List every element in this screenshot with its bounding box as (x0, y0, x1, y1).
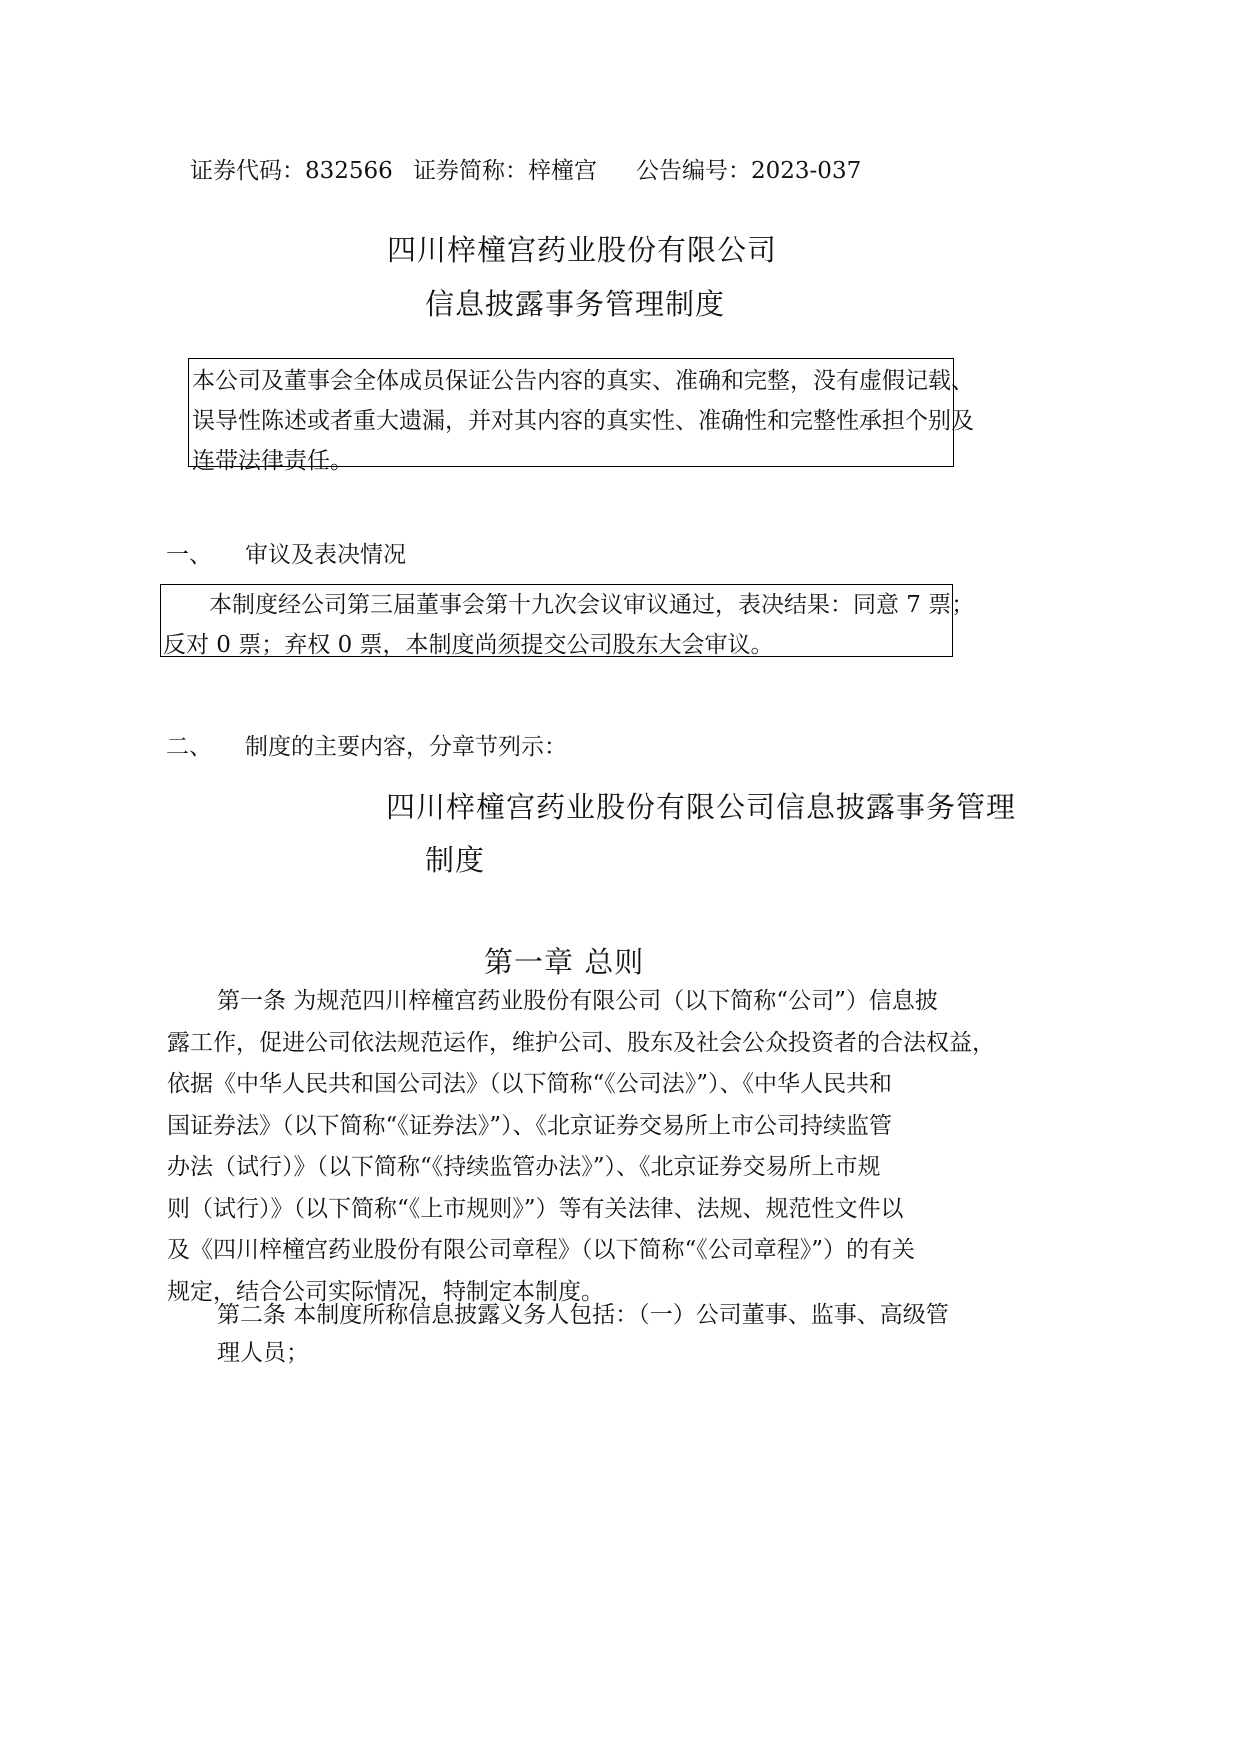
article-1 (167, 981, 995, 1313)
article-line: 规定，结合公司实际情况，特制定本制度。 (167, 1278, 604, 1305)
section-2-title: 制度的主要内容，分章节列示： (245, 734, 567, 760)
chapter-title: 第一章 总则 (484, 945, 645, 979)
section-2-number: 二、 (166, 734, 212, 760)
company-title: 四川梓橦宫药业股份有限公司 (387, 233, 778, 267)
article-line: 依据《中华人民共和国公司法》（以下简称“《公司法》”）、《中华人民共和 (167, 1071, 893, 1097)
article-line: 及《四川梓橦宫药业股份有限公司章程》（以下简称“《公司章程》”）的有关 (167, 1237, 916, 1263)
article-line: 则（试行）》（以下简称“《上市规则》”）等有关法律、法规、规范性文件以 (167, 1195, 904, 1222)
document-title: 信息披露事务管理制度 (425, 287, 726, 321)
resolution-box (160, 584, 975, 658)
article-line: 理人员； (217, 1340, 309, 1366)
resolution-line: 本制度经公司第三届董事会第十九次会议审议通过，表决结果：同意 7 票； (209, 592, 975, 618)
article-line: 第二条 本制度所称信息披露义务人包括：（一）公司董事、监事、高级管 (217, 1302, 949, 1328)
disclaimer-line: 连带法律责任。 (192, 448, 353, 474)
disclaimer-line: 误导性陈述或者重大遗漏，并对其内容的真实性、准确性和完整性承担个别及 (192, 408, 974, 434)
article-line: 国证券法》（以下简称“《证券法》”）、《北京证券交易所上市公司持续监管 (167, 1112, 893, 1139)
article-2 (217, 1296, 949, 1372)
section-1-title: 审议及表决情况 (245, 542, 406, 568)
disclaimer-box (188, 358, 974, 474)
regulation-title: 四川梓橦宫药业股份有限公司信息披露事务管理 (386, 790, 1017, 824)
article-line: 露工作，促进公司依法规范运作，维护公司、股东及社会公众投资者的合法权益， (167, 1029, 995, 1056)
section-1-number: 一、 (166, 542, 212, 568)
security-short-name: 证券简称：梓橦宫 (413, 158, 597, 184)
article-line: 办法（试行）》（以下简称“《持续监管办法》”）、《北京证券交易所上市规 (167, 1154, 881, 1180)
security-code: 证券代码：832566 (190, 158, 393, 184)
disclaimer-line: 本公司及董事会全体成员保证公告内容的真实、准确和完整，没有虚假记载、 (192, 368, 974, 394)
regulation-title-cont: 制度 (425, 843, 486, 877)
resolution-line: 反对 0 票；弃权 0 票，本制度尚须提交公司股东大会审议。 (163, 632, 774, 658)
article-line: 第一条 为规范四川梓橦宫药业股份有限公司（以下简称“公司”）信息披 (217, 988, 938, 1014)
notice-number: 公告编号：2023-037 (636, 158, 862, 184)
